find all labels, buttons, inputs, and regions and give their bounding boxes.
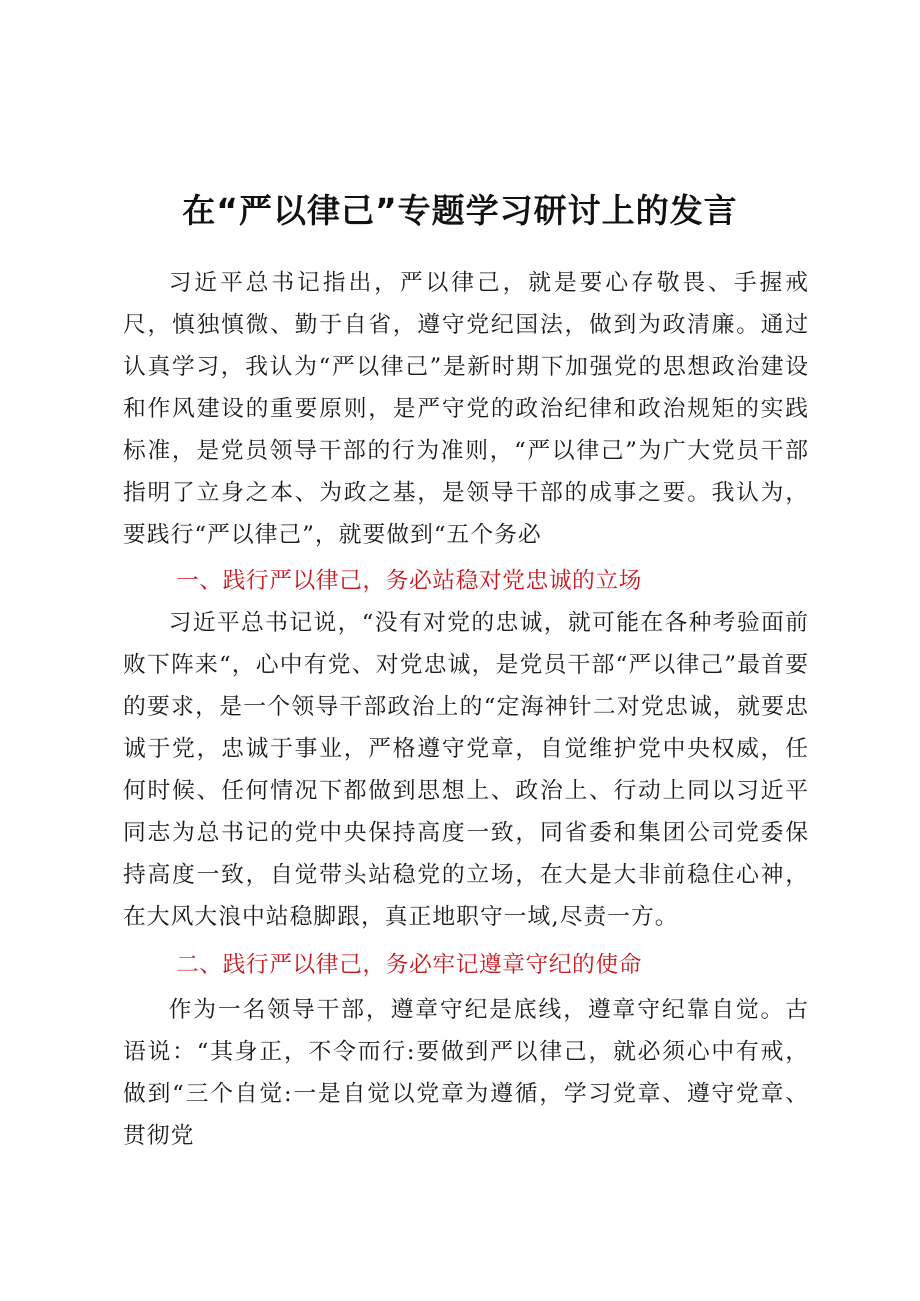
intro-paragraph-block (123, 262, 809, 556)
section-1-heading-block (123, 560, 809, 602)
section-2-heading: 二、践行严以律己，务必牢记遵章守纪的使命 (176, 952, 642, 978)
section-2-heading-block (123, 944, 809, 986)
section-1-heading: 一、践行严以律己，务必站稳对党忠诚的立场 (176, 568, 642, 594)
section-2-paragraph: 作为一名领导干部，遵章守纪是底线，遵章守纪靠自觉。古语说：“其身正，不令而行:要做到严以律己，就必须心中有戒，做到“三个自觉:一是自觉以党章为遵循，学习党章、遵守党章、贯彻党 (123, 997, 809, 1149)
intro-paragraph: 习近平总书记指出，严以律己，就是要心存敬畏、手握戒尺，慎独慎微、勤于自省，遵守党纪国法，做到为政清廉。通过认真学习，我认为“严以律己”是新时期下加强党的思想政治建设和作风建设的重要原则，是严守党的政治纪律和政治规矩的实践标准，是党员领导干部的行为准则，“严以律己”为广大党员干部指明了立身之本、为政之基，是领导干部的成事之要。我认为，要践行“严以律己”，就要做到“五个务必 (123, 270, 809, 548)
section-2-body-block (123, 989, 809, 1157)
section-1-body-block (123, 602, 809, 938)
section-1-paragraph: 习近平总书记说，“没有对党的忠诚，就可能在各种考验面前败下阵来“，心中有党、对党忠诚，是党员干部“严以律己”最首要的要求，是一个领导干部政治上的“定海神针二对党忠诚，就要忠诚于党，忠诚于事业，严格遵守党章，自觉维护党中央权威，任何时候、任何情况下都做到思想上、政治上、行动上同以习近平同志为总书记的党中央保持高度一致，同省委和集团公司党委保持高度一致，自觉带头站稳党的立场，在大是大非前稳住心神，在大风大浪中站稳脚跟，真正地职守一域,尽责一方。 (123, 610, 809, 930)
document-title: 在“严以律己”专题学习研讨上的发言 (182, 191, 738, 230)
